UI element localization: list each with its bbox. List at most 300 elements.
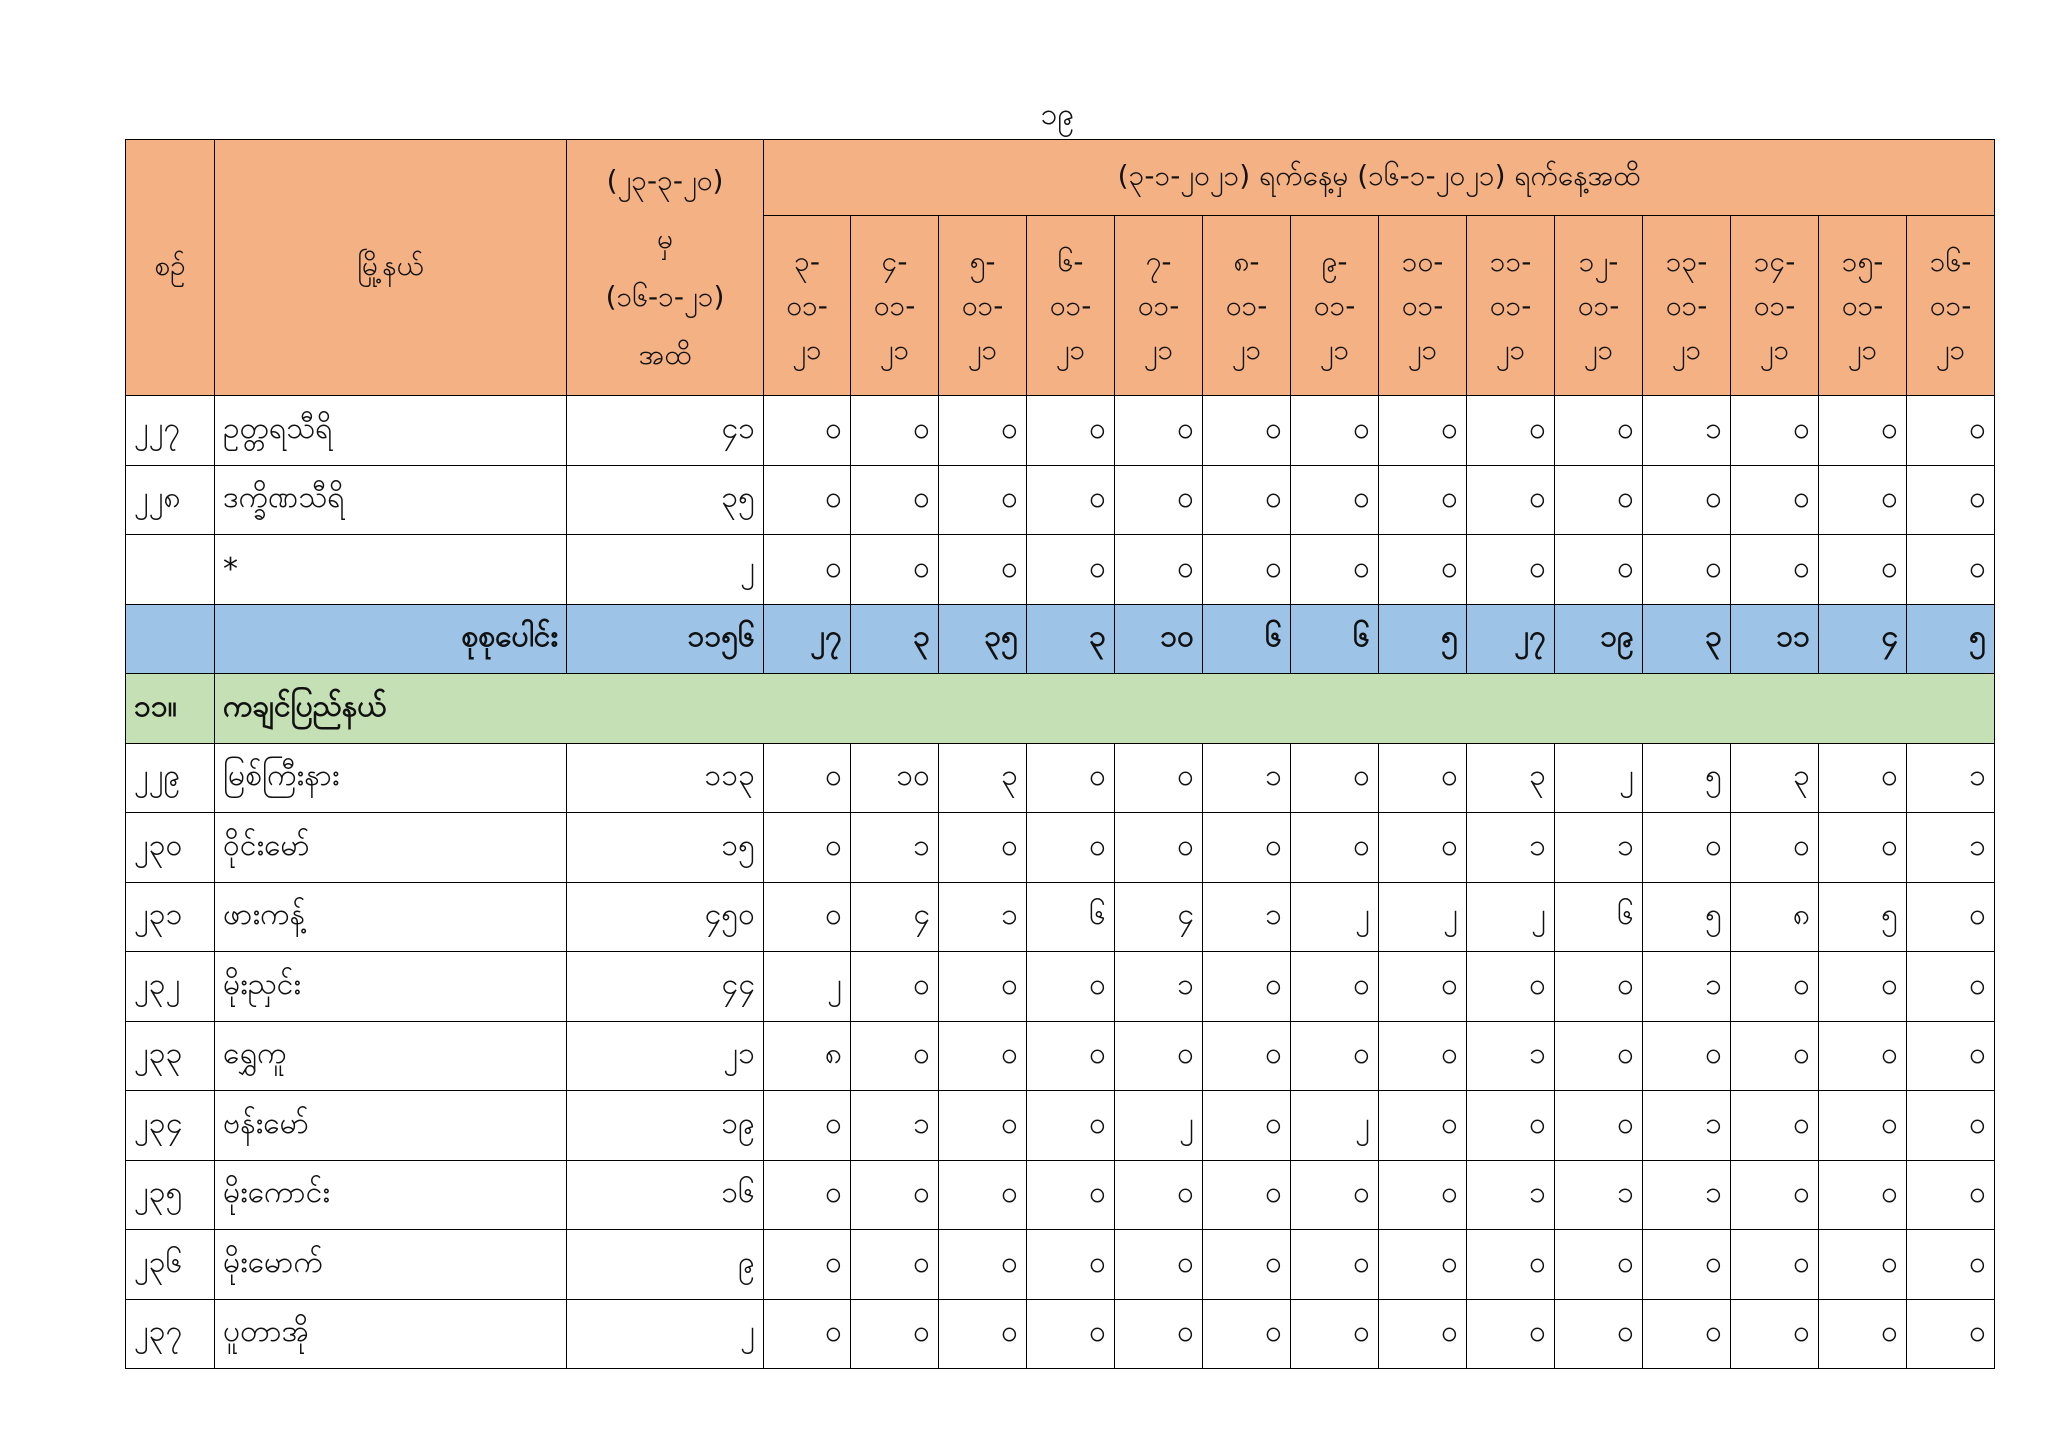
- daily-value-cell: ၁: [1643, 1160, 1731, 1230]
- header-date-part: ၀၁-: [1049, 288, 1092, 322]
- daily-value-cell: ၀: [1907, 1091, 1995, 1161]
- daily-value-cell: ၀: [851, 396, 939, 466]
- township-name-cell: မိုးကောင်း: [215, 1160, 567, 1230]
- cumulative-total-cell: ၂၁: [567, 1021, 764, 1091]
- daily-value-cell: ၀: [851, 952, 939, 1022]
- daily-value-cell: ၀: [1731, 396, 1819, 466]
- header-date-part: ၇-: [1145, 244, 1172, 278]
- table-row: [126, 1230, 1995, 1300]
- daily-value-cell: ၁: [1203, 882, 1291, 952]
- daily-value-cell: ၂: [1291, 1091, 1379, 1161]
- township-name-cell: မြစ်ကြီးနား: [215, 743, 567, 813]
- daily-value-cell: ၀: [1907, 396, 1995, 466]
- daily-value-cell: ၀: [1027, 396, 1115, 466]
- header-date-part: ၅-: [969, 244, 996, 278]
- daily-value-cell: ၀: [1731, 1160, 1819, 1230]
- daily-total-cell: ၃: [851, 604, 939, 674]
- daily-value-cell: ၀: [1907, 1230, 1995, 1300]
- cumulative-total-cell: ၂: [567, 1299, 764, 1369]
- daily-total-cell: ၁၉: [1555, 604, 1643, 674]
- cumulative-total-cell: ၃၅: [567, 465, 764, 535]
- daily-value-cell: ၀: [1555, 1091, 1643, 1161]
- cumulative-total-cell: ၄၄: [567, 952, 764, 1022]
- daily-value-cell: ၁: [851, 1091, 939, 1161]
- header-date-part: ၁၄-: [1753, 244, 1796, 278]
- daily-value-cell: ၀: [939, 1091, 1027, 1161]
- daily-value-cell: ၀: [1115, 1021, 1203, 1091]
- daily-value-cell: ၄: [851, 882, 939, 952]
- daily-value-cell: ၀: [1027, 743, 1115, 813]
- header-date-part: ၂၁: [1407, 332, 1438, 366]
- daily-value-cell: ၀: [1379, 1230, 1467, 1300]
- header-date-part: ၆-: [1057, 244, 1084, 278]
- header-date-4: [1027, 216, 1115, 396]
- grand-total-cell: ၁၁၅၆: [567, 604, 764, 674]
- daily-value-cell: ၀: [1027, 813, 1115, 883]
- daily-value-cell: ၀: [1555, 1230, 1643, 1300]
- daily-total-cell: ၃၅: [939, 604, 1027, 674]
- daily-value-cell: ၀: [939, 813, 1027, 883]
- daily-value-cell: ၀: [1555, 396, 1643, 466]
- header-date-7: [1291, 216, 1379, 396]
- serial-no-cell: ၂၂၇: [126, 396, 215, 466]
- daily-value-cell: ၀: [1115, 743, 1203, 813]
- daily-value-cell: ၂: [764, 952, 851, 1022]
- daily-value-cell: ၀: [1291, 1160, 1379, 1230]
- section-header-row: [126, 674, 1995, 744]
- header-date-part: ၀၁-: [1489, 288, 1532, 322]
- header-date-part: ၀၁-: [961, 288, 1004, 322]
- daily-value-cell: ၀: [764, 1230, 851, 1300]
- daily-value-cell: ၀: [764, 813, 851, 883]
- daily-value-cell: ၀: [1027, 1160, 1115, 1230]
- daily-value-cell: ၀: [1731, 813, 1819, 883]
- daily-value-cell: ၀: [1291, 1021, 1379, 1091]
- cumulative-total-cell: ၄၁: [567, 396, 764, 466]
- header-date-part: ၂၁: [792, 332, 822, 366]
- daily-value-cell: ၀: [1907, 882, 1995, 952]
- daily-value-cell: ၀: [764, 882, 851, 952]
- township-name-cell: ရွှေကူ: [215, 1021, 567, 1091]
- daily-value-cell: ၀: [1819, 535, 1907, 605]
- cumulative-total-cell: ၄၅၀: [567, 882, 764, 952]
- table-row: [126, 535, 1995, 605]
- daily-value-cell: ၄: [1115, 882, 1203, 952]
- daily-value-cell: ၀: [939, 952, 1027, 1022]
- daily-value-cell: ၀: [1907, 1299, 1995, 1369]
- header-date-part: ၂၁: [1143, 332, 1174, 366]
- header-date-part: ၂၁: [1055, 332, 1086, 366]
- total-empty-cell: [126, 604, 215, 674]
- daily-value-cell: ၀: [1203, 465, 1291, 535]
- header-date-part: ၁၂-: [1578, 244, 1619, 278]
- daily-value-cell: ၀: [1819, 813, 1907, 883]
- header-cumulative-line: (၂၃-၃-၂၀): [606, 163, 724, 197]
- cumulative-total-cell: ၁၆: [567, 1160, 764, 1230]
- daily-value-cell: ၀: [1379, 1021, 1467, 1091]
- daily-value-cell: ၀: [1643, 465, 1731, 535]
- daily-value-cell: ၂: [1379, 882, 1467, 952]
- cumulative-total-cell: ၉: [567, 1230, 764, 1300]
- daily-value-cell: ၅: [1819, 882, 1907, 952]
- daily-value-cell: ၀: [1379, 1299, 1467, 1369]
- daily-value-cell: ၀: [1467, 1230, 1555, 1300]
- daily-value-cell: ၃: [1467, 743, 1555, 813]
- daily-value-cell: ၀: [939, 1021, 1027, 1091]
- table-row: [126, 743, 1995, 813]
- daily-value-cell: ၀: [1115, 396, 1203, 466]
- covid-township-table: [125, 139, 1995, 1369]
- daily-value-cell: ၀: [1115, 1299, 1203, 1369]
- header-date-part: ၀၁-: [1929, 288, 1972, 322]
- daily-value-cell: ၀: [1555, 535, 1643, 605]
- daily-value-cell: ၀: [1379, 813, 1467, 883]
- daily-value-cell: ၀: [1907, 465, 1995, 535]
- serial-no-cell: ၂၃၃: [126, 1021, 215, 1091]
- daily-value-cell: ၀: [1291, 535, 1379, 605]
- serial-no-cell: [126, 535, 215, 605]
- header-date-part: ၁၅-: [1841, 244, 1884, 278]
- cumulative-total-cell: ၁၁၃: [567, 743, 764, 813]
- section-name-cell: ကချင်ပြည်နယ်: [215, 674, 1995, 744]
- header-date-part: ၂၁: [1671, 332, 1702, 366]
- daily-value-cell: ၀: [1203, 535, 1291, 605]
- daily-value-cell: ၂: [1467, 882, 1555, 952]
- daily-value-cell: ၀: [1115, 535, 1203, 605]
- township-name-cell: ဝိုင်းမော်: [215, 813, 567, 883]
- header-date-11: [1643, 216, 1731, 396]
- daily-value-cell: ၀: [1203, 1091, 1291, 1161]
- daily-value-cell: ၀: [1731, 1230, 1819, 1300]
- table-row: [126, 813, 1995, 883]
- header-date-part: ၂၁: [879, 332, 910, 366]
- daily-value-cell: ၀: [1643, 1021, 1731, 1091]
- daily-value-cell: ၁: [939, 882, 1027, 952]
- header-date-part: ၂၁: [1231, 332, 1262, 366]
- daily-value-cell: ၀: [1291, 813, 1379, 883]
- daily-value-cell: ၀: [1203, 813, 1291, 883]
- daily-value-cell: ၀: [1555, 1299, 1643, 1369]
- header-date-part: ၀၁-: [1401, 288, 1444, 322]
- daily-value-cell: ၁: [1907, 813, 1995, 883]
- daily-value-cell: ၀: [1027, 1021, 1115, 1091]
- daily-value-cell: ၀: [851, 1230, 939, 1300]
- daily-value-cell: ၀: [1819, 1230, 1907, 1300]
- header-date-3: [939, 216, 1027, 396]
- daily-value-cell: ၀: [939, 1230, 1027, 1300]
- daily-value-cell: ၈: [764, 1021, 851, 1091]
- daily-value-cell: ၀: [1907, 1160, 1995, 1230]
- header-date-part: ၁၆-: [1929, 244, 1972, 278]
- serial-no-cell: ၂၂၉: [126, 743, 215, 813]
- header-date-part: ၂၁: [1759, 332, 1790, 366]
- header-date-part: ၂၁: [1847, 332, 1878, 366]
- header-date-part: ၈-: [1233, 244, 1260, 278]
- daily-value-cell: ၀: [764, 396, 851, 466]
- header-date-6: [1203, 216, 1291, 396]
- header-date-14: [1907, 216, 1995, 396]
- township-name-cell: ဖားကန့်: [215, 882, 567, 952]
- daily-value-cell: ၀: [851, 535, 939, 605]
- daily-value-cell: ၀: [1027, 1091, 1115, 1161]
- daily-value-cell: ၂: [1115, 1091, 1203, 1161]
- daily-value-cell: ၀: [1555, 952, 1643, 1022]
- daily-value-cell: ၆: [1027, 882, 1115, 952]
- daily-value-cell: ၀: [1467, 465, 1555, 535]
- daily-value-cell: ၀: [1819, 465, 1907, 535]
- daily-value-cell: ၀: [1291, 743, 1379, 813]
- daily-value-cell: ၀: [1819, 1021, 1907, 1091]
- daily-value-cell: ၁: [1907, 743, 1995, 813]
- header-date-part: ၀၁-: [1137, 288, 1180, 322]
- township-name-cell: ဒက္ခိဏသီရိ: [215, 465, 567, 535]
- daily-value-cell: ၀: [1819, 743, 1907, 813]
- table-row: [126, 1021, 1995, 1091]
- daily-value-cell: ၀: [1731, 1091, 1819, 1161]
- header-serial-no: စဉ်: [126, 140, 215, 396]
- daily-value-cell: ၁: [1115, 952, 1203, 1022]
- daily-value-cell: ၀: [1555, 1021, 1643, 1091]
- daily-value-cell: ၀: [1643, 1230, 1731, 1300]
- daily-value-cell: ၁: [1467, 1021, 1555, 1091]
- table-row: [126, 882, 1995, 952]
- daily-value-cell: ၀: [1467, 396, 1555, 466]
- daily-value-cell: ၀: [1027, 535, 1115, 605]
- header-date-part: ၂၁: [967, 332, 998, 366]
- township-name-cell: ပူတာအို: [215, 1299, 567, 1369]
- header-date-part: ၁၃-: [1665, 244, 1708, 278]
- daily-total-cell: ၂၇: [764, 604, 851, 674]
- daily-value-cell: ၅: [1643, 882, 1731, 952]
- daily-value-cell: ၀: [1819, 1091, 1907, 1161]
- header-date-2: [851, 216, 939, 396]
- daily-value-cell: ၀: [1731, 952, 1819, 1022]
- daily-value-cell: ၀: [851, 465, 939, 535]
- daily-value-cell: ၀: [764, 743, 851, 813]
- daily-value-cell: ၀: [1819, 396, 1907, 466]
- daily-total-cell: ၅: [1907, 604, 1995, 674]
- daily-total-cell: ၂၇: [1467, 604, 1555, 674]
- table-row: [126, 1160, 1995, 1230]
- header-date-part: ၂၁: [1935, 332, 1966, 366]
- cumulative-total-cell: ၁၉: [567, 1091, 764, 1161]
- daily-total-cell: ၃: [1027, 604, 1115, 674]
- table-row: [126, 952, 1995, 1022]
- daily-value-cell: ၀: [1115, 465, 1203, 535]
- header-date-part: ၁၁-: [1489, 244, 1532, 278]
- daily-value-cell: ၀: [939, 396, 1027, 466]
- daily-value-cell: ၀: [1027, 1299, 1115, 1369]
- daily-value-cell: ၀: [1379, 952, 1467, 1022]
- daily-value-cell: ၀: [851, 1299, 939, 1369]
- daily-total-cell: ၅: [1379, 604, 1467, 674]
- daily-value-cell: ၀: [1907, 952, 1995, 1022]
- daily-value-cell: ၀: [764, 1091, 851, 1161]
- daily-value-cell: ၀: [1467, 952, 1555, 1022]
- daily-value-cell: ၀: [1203, 1299, 1291, 1369]
- header-date-10: [1555, 216, 1643, 396]
- daily-value-cell: ၀: [764, 535, 851, 605]
- daily-total-cell: ၃: [1643, 604, 1731, 674]
- daily-value-cell: ၁: [1555, 813, 1643, 883]
- header-date-8: [1379, 216, 1467, 396]
- daily-value-cell: ၀: [851, 1021, 939, 1091]
- daily-value-cell: ၀: [1379, 465, 1467, 535]
- cumulative-total-cell: ၂: [567, 535, 764, 605]
- daily-value-cell: ၀: [1907, 535, 1995, 605]
- daily-value-cell: ၀: [1291, 396, 1379, 466]
- daily-value-cell: ၀: [1203, 396, 1291, 466]
- daily-value-cell: ၀: [939, 1160, 1027, 1230]
- daily-total-cell: ၁၀: [1115, 604, 1203, 674]
- daily-value-cell: ၀: [1467, 535, 1555, 605]
- serial-no-cell: ၂၃၁: [126, 882, 215, 952]
- daily-value-cell: ၀: [1643, 1299, 1731, 1369]
- daily-value-cell: ၂: [1291, 882, 1379, 952]
- township-name-cell: ဗန်းမော်: [215, 1091, 567, 1161]
- table-row: [126, 396, 1995, 466]
- header-date-part: ၀၁-: [1577, 288, 1620, 322]
- daily-value-cell: ၀: [1291, 1230, 1379, 1300]
- daily-value-cell: ၀: [1291, 465, 1379, 535]
- header-date-part: ၃-: [794, 244, 820, 278]
- header-date-12: [1731, 216, 1819, 396]
- daily-value-cell: ၀: [1731, 1299, 1819, 1369]
- daily-value-cell: ၀: [1379, 535, 1467, 605]
- township-name-cell: ဥတ္တရသီရိ: [215, 396, 567, 466]
- daily-value-cell: ၀: [1203, 1021, 1291, 1091]
- daily-value-cell: ၀: [764, 1299, 851, 1369]
- table-row: [126, 465, 1995, 535]
- section-no-cell: ၁၁။: [126, 674, 215, 744]
- table-row: [126, 1091, 1995, 1161]
- daily-value-cell: ၀: [1203, 952, 1291, 1022]
- header-date-part: ၁၀-: [1401, 244, 1444, 278]
- daily-value-cell: ၀: [1819, 1299, 1907, 1369]
- header-date-part: ၂၁: [1583, 332, 1614, 366]
- daily-value-cell: ၀: [1291, 1299, 1379, 1369]
- daily-value-cell: ၀: [1379, 743, 1467, 813]
- daily-value-cell: ၈: [1731, 882, 1819, 952]
- header-date-part: ၀၁-: [873, 288, 916, 322]
- header-date-9: [1467, 216, 1555, 396]
- daily-value-cell: ၀: [1555, 465, 1643, 535]
- daily-value-cell: ၁: [1643, 1091, 1731, 1161]
- header-date-part: ၂၁: [1495, 332, 1526, 366]
- township-name-cell: *: [215, 535, 567, 605]
- header-cumulative-line: မှ: [657, 221, 673, 255]
- daily-value-cell: ၀: [851, 1160, 939, 1230]
- daily-value-cell: ၁: [1643, 952, 1731, 1022]
- header-date-part: ၀၁-: [1225, 288, 1268, 322]
- daily-value-cell: ၀: [1203, 1160, 1291, 1230]
- header-date-part: ၀၁-: [1841, 288, 1884, 322]
- daily-value-cell: ၀: [764, 1160, 851, 1230]
- header-cumulative: [567, 140, 764, 396]
- daily-value-cell: ၂: [1555, 743, 1643, 813]
- header-date-part: ၀၁-: [786, 288, 828, 322]
- header-township: မြို့နယ်: [215, 140, 567, 396]
- header-date-part: ၉-: [1321, 244, 1348, 278]
- header-cumulative-line: အထိ: [638, 337, 692, 371]
- serial-no-cell: ၂၃၀: [126, 813, 215, 883]
- header-date-13: [1819, 216, 1907, 396]
- daily-value-cell: ၀: [939, 465, 1027, 535]
- serial-no-cell: ၂၃၂: [126, 952, 215, 1022]
- daily-value-cell: ၆: [1555, 882, 1643, 952]
- daily-value-cell: ၀: [1467, 1299, 1555, 1369]
- daily-value-cell: ၀: [1643, 813, 1731, 883]
- header-date-part: ၂၁: [1319, 332, 1350, 366]
- daily-value-cell: ၁: [1555, 1160, 1643, 1230]
- serial-no-cell: ၂၃၄: [126, 1091, 215, 1161]
- daily-value-cell: ၀: [1115, 1160, 1203, 1230]
- daily-value-cell: ၀: [1379, 1160, 1467, 1230]
- daily-value-cell: ၁: [1467, 813, 1555, 883]
- daily-value-cell: ၀: [1203, 1230, 1291, 1300]
- daily-value-cell: ၃: [939, 743, 1027, 813]
- serial-no-cell: ၂၂၈: [126, 465, 215, 535]
- daily-total-cell: ၄: [1819, 604, 1907, 674]
- daily-total-cell: ၆: [1203, 604, 1291, 674]
- header-daily-range: (၃-၁-၂၀၂၁) ရက်နေ့မှ (၁၆-၁-၂၀၂၁) ရက်နေ့အထိ: [764, 140, 1995, 216]
- daily-value-cell: ၀: [1027, 952, 1115, 1022]
- daily-value-cell: ၀: [1643, 535, 1731, 605]
- header-date-1: [764, 216, 851, 396]
- daily-value-cell: ၁: [851, 813, 939, 883]
- daily-value-cell: ၀: [1731, 1021, 1819, 1091]
- daily-value-cell: ၁: [1643, 396, 1731, 466]
- header-date-part: ၀၁-: [1313, 288, 1356, 322]
- daily-value-cell: ၀: [1291, 952, 1379, 1022]
- total-row: [126, 604, 1995, 674]
- daily-value-cell: ၁၀: [851, 743, 939, 813]
- daily-total-cell: ၆: [1291, 604, 1379, 674]
- daily-value-cell: ၀: [939, 535, 1027, 605]
- daily-value-cell: ၀: [1907, 1021, 1995, 1091]
- daily-value-cell: ၀: [1379, 396, 1467, 466]
- township-name-cell: မိုးညှင်း: [215, 952, 567, 1022]
- table-row: [126, 1299, 1995, 1369]
- township-name-cell: မိုးမောက်: [215, 1230, 567, 1300]
- daily-total-cell: ၁၁: [1731, 604, 1819, 674]
- daily-value-cell: ၀: [1379, 1091, 1467, 1161]
- header-date-part: ၀၁-: [1753, 288, 1796, 322]
- cumulative-total-cell: ၁၅: [567, 813, 764, 883]
- daily-value-cell: ၀: [1115, 1230, 1203, 1300]
- header-cumulative-line: (၁၆-၁-၂၁): [605, 279, 725, 313]
- daily-value-cell: ၀: [1027, 1230, 1115, 1300]
- header-date-part: ၀၁-: [1665, 288, 1708, 322]
- daily-value-cell: ၅: [1643, 743, 1731, 813]
- daily-value-cell: ၀: [1467, 1091, 1555, 1161]
- daily-value-cell: ၀: [1731, 535, 1819, 605]
- serial-no-cell: ၂၃၇: [126, 1299, 215, 1369]
- serial-no-cell: ၂၃၅: [126, 1160, 215, 1230]
- total-label-cell: စုစုပေါင်း: [215, 604, 567, 674]
- daily-value-cell: ၀: [939, 1299, 1027, 1369]
- daily-value-cell: ၀: [1027, 465, 1115, 535]
- daily-value-cell: ၀: [1731, 465, 1819, 535]
- daily-value-cell: ၀: [1819, 952, 1907, 1022]
- daily-value-cell: ၀: [764, 465, 851, 535]
- daily-value-cell: ၃: [1731, 743, 1819, 813]
- page-number: ၁၉: [1040, 97, 1075, 132]
- daily-value-cell: ၁: [1467, 1160, 1555, 1230]
- header-date-5: [1115, 216, 1203, 396]
- serial-no-cell: ၂၃၆: [126, 1230, 215, 1300]
- daily-value-cell: ၀: [1819, 1160, 1907, 1230]
